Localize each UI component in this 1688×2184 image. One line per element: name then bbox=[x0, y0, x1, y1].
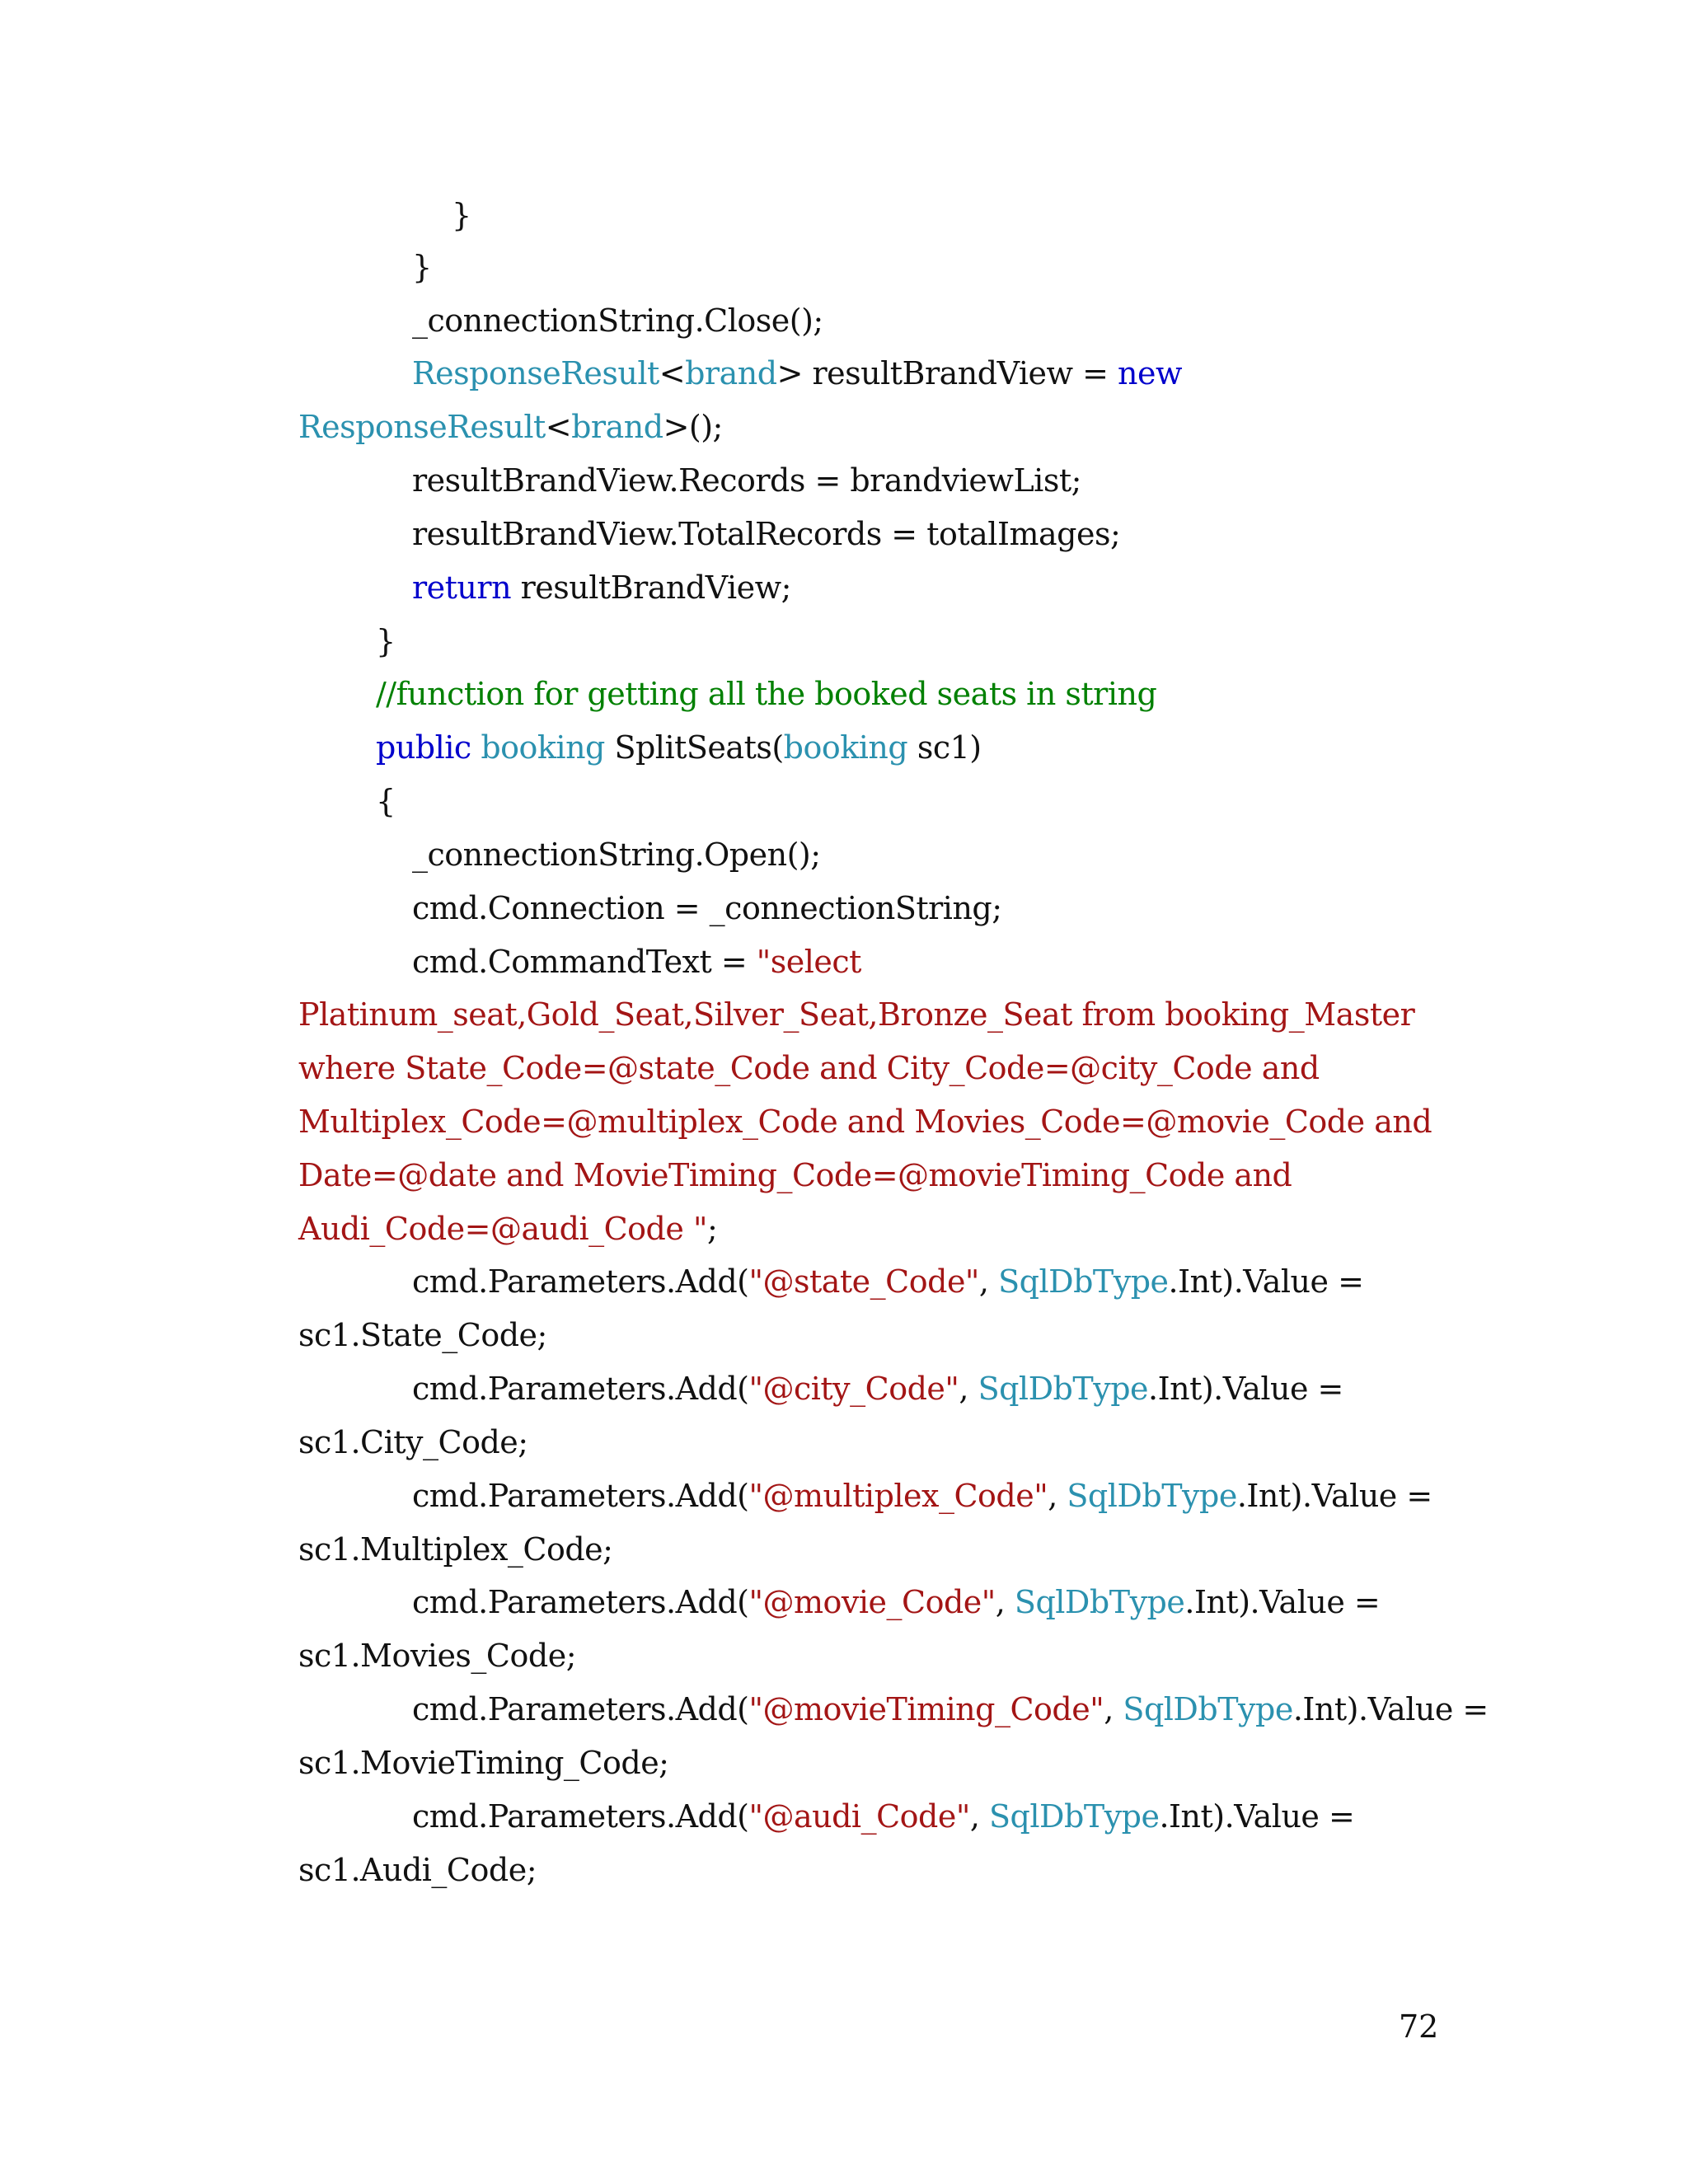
code-token: } bbox=[376, 623, 396, 659]
code-line bbox=[412, 1690, 1489, 1729]
code-token: cmd.CommandText = bbox=[412, 944, 757, 980]
code-line bbox=[298, 1102, 1432, 1141]
code-token: cmd.Parameters.Add( bbox=[412, 1371, 749, 1407]
code-token: SqlDbType bbox=[998, 1263, 1169, 1300]
code-token: } bbox=[412, 249, 432, 285]
code-line bbox=[412, 1369, 1343, 1408]
code-token: resultBrandView; bbox=[511, 569, 791, 606]
code-token: < bbox=[545, 409, 572, 445]
code-line bbox=[298, 1315, 547, 1355]
code-token: ; bbox=[706, 1211, 718, 1247]
code-line bbox=[298, 1850, 537, 1890]
code-token: SqlDbType bbox=[978, 1371, 1149, 1407]
code-token: .Int).Value = bbox=[1292, 1691, 1489, 1727]
code-token: Multiplex_Code=@multiplex_Code and Movies_Code=@movie_Code and bbox=[298, 1104, 1432, 1140]
code-token: sc1.State_Code; bbox=[298, 1317, 547, 1353]
code-line bbox=[412, 461, 1081, 500]
code-line bbox=[412, 247, 432, 287]
code-token: } bbox=[452, 197, 471, 233]
code-token: , bbox=[995, 1584, 1015, 1620]
code-line bbox=[412, 1476, 1432, 1516]
code-line bbox=[298, 1530, 612, 1569]
code-token: sc1.Movies_Code; bbox=[298, 1638, 577, 1674]
code-token: , bbox=[978, 1263, 999, 1300]
code-token: Platinum_seat,Gold_Seat,Silver_Seat,Bronze_Seat from booking_Master bbox=[298, 996, 1415, 1033]
code-token: //function for getting all the booked seats in string bbox=[376, 676, 1157, 712]
code-token: resultBrandView.Records = brandviewList; bbox=[412, 462, 1081, 499]
code-token: SqlDbType bbox=[989, 1798, 1160, 1835]
page-number: 72 bbox=[1399, 2008, 1439, 2045]
code-token: ResponseResult bbox=[412, 355, 659, 391]
code-token: cmd.Parameters.Add( bbox=[412, 1263, 749, 1300]
code-token: "@audi_Code" bbox=[748, 1798, 970, 1835]
code-line bbox=[298, 407, 723, 447]
code-token: cmd.Connection = _connectionString; bbox=[412, 890, 1002, 926]
code-token: _connectionString.Open(); bbox=[412, 837, 821, 873]
code-token: sc1) bbox=[907, 729, 982, 766]
code-line bbox=[412, 1797, 1354, 1836]
code-token: "@multiplex_Code" bbox=[748, 1478, 1048, 1514]
code-token: cmd.Parameters.Add( bbox=[412, 1478, 749, 1514]
code-line bbox=[298, 1048, 1320, 1088]
code-line bbox=[376, 728, 982, 767]
code-line bbox=[412, 1582, 1380, 1622]
code-token: sc1.Audi_Code; bbox=[298, 1852, 537, 1888]
code-token: .Int).Value = bbox=[1159, 1798, 1355, 1835]
code-token: .Int).Value = bbox=[1148, 1371, 1343, 1407]
code-line bbox=[412, 888, 1002, 928]
code-token: Date=@date and MovieTiming_Code=@movieTiming_Code and bbox=[298, 1157, 1292, 1193]
code-token: Audi_Code=@audi_Code " bbox=[298, 1211, 707, 1247]
code-token: SqlDbType bbox=[1014, 1584, 1185, 1620]
code-token: new bbox=[1118, 355, 1183, 391]
code-line bbox=[298, 1209, 717, 1249]
code-token: , bbox=[959, 1371, 978, 1407]
code-token: , bbox=[969, 1798, 990, 1835]
code-token: brand bbox=[571, 409, 663, 445]
code-token: booking bbox=[783, 729, 908, 766]
code-token: "@movieTiming_Code" bbox=[748, 1691, 1104, 1727]
code-line bbox=[412, 568, 791, 607]
code-token: cmd.Parameters.Add( bbox=[412, 1798, 749, 1835]
code-token: booking bbox=[481, 729, 605, 766]
code-token: _connectionString.Close(); bbox=[412, 302, 823, 339]
code-token: "@city_Code" bbox=[748, 1371, 959, 1407]
code-token: sc1.MovieTiming_Code; bbox=[298, 1745, 669, 1781]
code-token: { bbox=[376, 783, 396, 819]
code-token: , bbox=[1104, 1691, 1123, 1727]
code-line bbox=[412, 942, 861, 982]
code-token bbox=[471, 729, 481, 766]
code-token: cmd.Parameters.Add( bbox=[412, 1584, 749, 1620]
code-token: cmd.Parameters.Add( bbox=[412, 1691, 749, 1727]
code-token: ResponseResult bbox=[298, 409, 546, 445]
code-line bbox=[412, 354, 1182, 393]
code-line bbox=[376, 781, 396, 821]
code-token: >(); bbox=[663, 409, 723, 445]
code-token: "@movie_Code" bbox=[748, 1584, 996, 1620]
code-token: sc1.City_Code; bbox=[298, 1424, 528, 1460]
code-token: SqlDbType bbox=[1067, 1478, 1237, 1514]
code-token: .Int).Value = bbox=[1236, 1478, 1432, 1514]
code-line bbox=[298, 1155, 1292, 1195]
code-token: return bbox=[412, 569, 512, 606]
code-token: .Int).Value = bbox=[1184, 1584, 1381, 1620]
code-line bbox=[298, 995, 1414, 1034]
code-token: public bbox=[376, 729, 471, 766]
code-line bbox=[376, 674, 1156, 714]
code-line bbox=[298, 1422, 528, 1462]
code-line bbox=[298, 1636, 576, 1675]
code-token: SplitSeats( bbox=[604, 729, 784, 766]
code-token: resultBrandView.TotalRecords = totalImages; bbox=[412, 516, 1121, 552]
code-line bbox=[412, 301, 823, 340]
code-token: brand bbox=[685, 355, 777, 391]
code-line bbox=[298, 1743, 669, 1783]
code-token: sc1.Multiplex_Code; bbox=[298, 1531, 613, 1568]
code-token: where State_Code=@state_Code and City_Code=@city_Code and bbox=[298, 1050, 1320, 1086]
code-token: "@state_Code" bbox=[748, 1263, 979, 1300]
code-token: , bbox=[1048, 1478, 1067, 1514]
code-token: > resultBrandView = bbox=[776, 355, 1118, 391]
code-line bbox=[412, 1262, 1363, 1301]
code-token: < bbox=[659, 355, 686, 391]
code-line bbox=[376, 621, 396, 661]
code-line bbox=[412, 514, 1120, 554]
code-line bbox=[412, 835, 821, 874]
code-token: SqlDbType bbox=[1123, 1691, 1293, 1727]
code-line bbox=[452, 195, 471, 235]
code-token: "select bbox=[756, 944, 861, 980]
code-token: .Int).Value = bbox=[1168, 1263, 1364, 1300]
